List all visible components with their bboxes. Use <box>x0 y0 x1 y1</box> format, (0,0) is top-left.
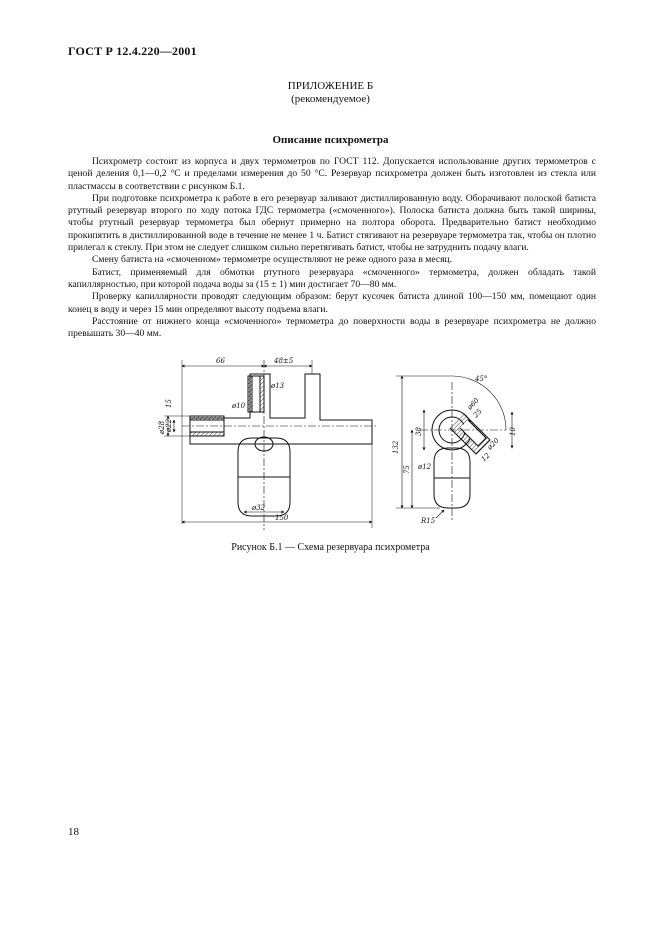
dim-22: ø22 <box>165 418 173 432</box>
dim-10: ø10 <box>232 402 246 410</box>
appendix-title: ПРИЛОЖЕНИЕ Б <box>287 80 374 92</box>
side-view <box>396 376 512 522</box>
dim-32: ø32 <box>252 504 266 512</box>
dim-20: ø20 <box>485 436 501 452</box>
dim-10-right: 10 <box>509 427 517 436</box>
paragraph: Психрометр состоит из корпуса и двух термометров по ГОСТ 112. Допускается использование других термометров с ценой деления 0,1—0,2 °С и пределами измерения до 50 °С. Резервуар психрометра должен быть изготовлен из стекла или пластмассы в соответствии с рисунком Б.1. <box>68 156 596 192</box>
dim-12-right: 12 <box>479 451 492 464</box>
dim-13: ø13 <box>271 382 285 390</box>
dim-15: 15 <box>165 399 173 408</box>
appendix-subtitle: (рекомендуемое) <box>291 93 370 105</box>
appendix-heading <box>0 80 661 106</box>
dim-150: 150 <box>275 514 289 522</box>
dim-66: 66 <box>216 357 225 365</box>
paragraph: Смену батиста на «смоченном» термометре осуществляют не реже одного раза в месяц. <box>92 254 453 266</box>
dim-28: ø28 <box>158 420 166 434</box>
paragraph: Проверку капиллярности проводят следующим образом: берут кусочек батиста длиной 100—150 мм, помещают один конец в воду и через 15 мин определяют высоту подъема влаги. <box>68 291 596 315</box>
paragraph: При подготовке психрометра к работе в его резервуар заливают дистиллированную воду. Оборачивают полоской батиста ртутный резервуар второго по ходу потока ГДС термометра («смоченного»). Полоска батиста должна быть такой ширины, чтобы ртутный резервуар термометра был обернут примерно на полтора оборота. Предварительно батист необходимо прокипятить в дистиллированной воде в течение не менее 1 ч. Батист стягивают на резервуаре термометра так, чтобы он плотно прилегал к стеклу. При этом не следует слишком сильно перетягивать батист, чтобы не затруднить подачу влаги. <box>68 192 596 254</box>
dim-25: 25 <box>471 407 484 420</box>
dim-12: ø12 <box>418 463 432 471</box>
paragraph: Батист, применяемый для обмотки ртутного резервуара «смоченного» термометра, должен обладать такой капиллярностью, при которой подача воды за (15 ± 1) мин достигает 70—80 мм. <box>68 266 596 290</box>
dim-r15: R15 <box>421 517 436 525</box>
dim-60: ø60 <box>465 396 481 412</box>
dim-38: 38 <box>415 427 423 436</box>
technical-drawing <box>140 352 540 534</box>
psychrometer-reservoir-drawing <box>140 352 540 534</box>
dim-132: 132 <box>392 440 400 454</box>
figure-caption: Рисунок Б.1 — Схема резервуара психрометра <box>231 542 430 553</box>
page-number: 18 <box>68 826 79 838</box>
dim-48: 48±5 <box>274 357 294 365</box>
dim-75: 75 <box>403 465 411 474</box>
dim-angle-45: 45° <box>475 375 488 383</box>
standard-designation: ГОСТ Р 12.4.220—2001 <box>68 44 197 58</box>
paragraph: Расстояние от нижнего конца «смоченного» термометра до поверхности воды в резервуаре психрометра не должно превышать 30—40 мм. <box>68 315 596 340</box>
body-text <box>68 156 596 340</box>
section-title: Описание психрометра <box>272 134 389 146</box>
